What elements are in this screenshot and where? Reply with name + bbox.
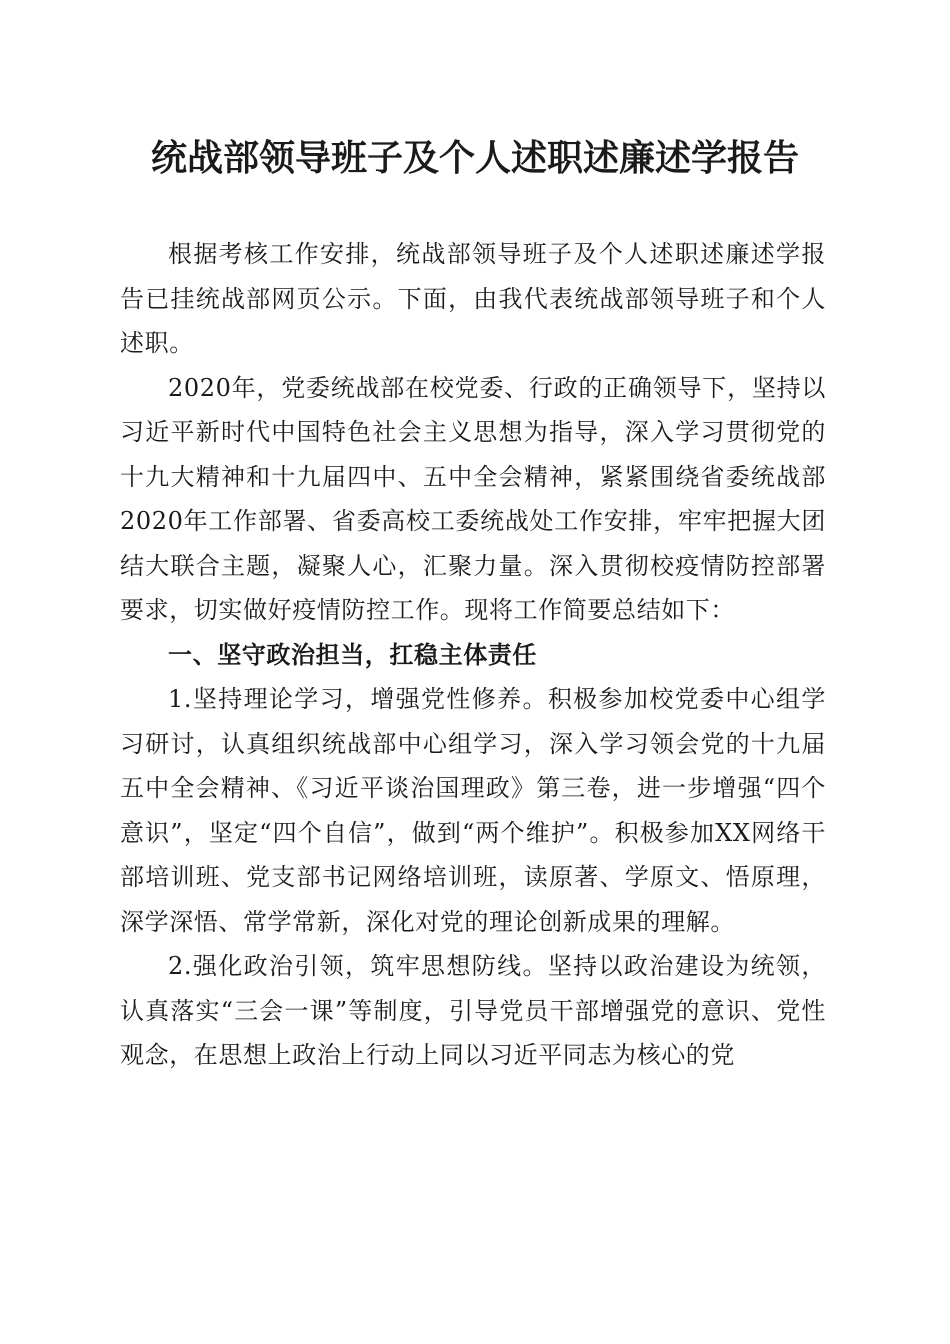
section-item-1: 1.坚持理论学习，增强党性修养。积极参加校党委中心组学习研讨，认真组织统战部中心组学习，深入学习领会党的十九届五中全会精神、《习近平谈治国理政》第三卷，进一步增强“四个意识”，坚定“四个自信”，做到“两个维护”。积极参加XX网络干部培训班、党支部书记网络培训班，读原著、学原文、悟原理，深学深悟、常学常新，深化对党的理论创新成果的理解。 [120, 685, 826, 936]
section-item-2: 2.强化政治引领，筑牢思想防线。坚持以政治建设为统领，认真落实“三会一课”等制度，引导党员干部增强党的意识、党性观念，在思想上政治上行动上同以习近平同志为核心的党 [120, 952, 826, 1069]
paragraph-summary: 2020年，党委统战部在校党委、行政的正确领导下，坚持以习近平新时代中国特色社会主义思想为指导，深入学习贯彻党的十九大精神和十九届四中、五中全会精神，紧紧围绕省委统战部2020年工作部署、省委高校工委统战处工作安排，牢牢把握大团结大联合主题，凝聚人心，汇聚力量。深入贯彻校疫情防控部署要求，切实做好疫情防控工作。现将工作简要总结如下： [120, 373, 826, 624]
paragraph-intro: 根据考核工作安排，统战部领导班子及个人述职述廉述学报告已挂统战部网页公示。下面，由我代表统战部领导班子和个人述职。 [120, 240, 826, 357]
section-heading: 一、坚守政治担当，扛稳主体责任 [168, 640, 537, 669]
document-body [120, 232, 826, 1078]
document-title: 统战部领导班子及个人述职述廉述学报告 [150, 138, 799, 179]
